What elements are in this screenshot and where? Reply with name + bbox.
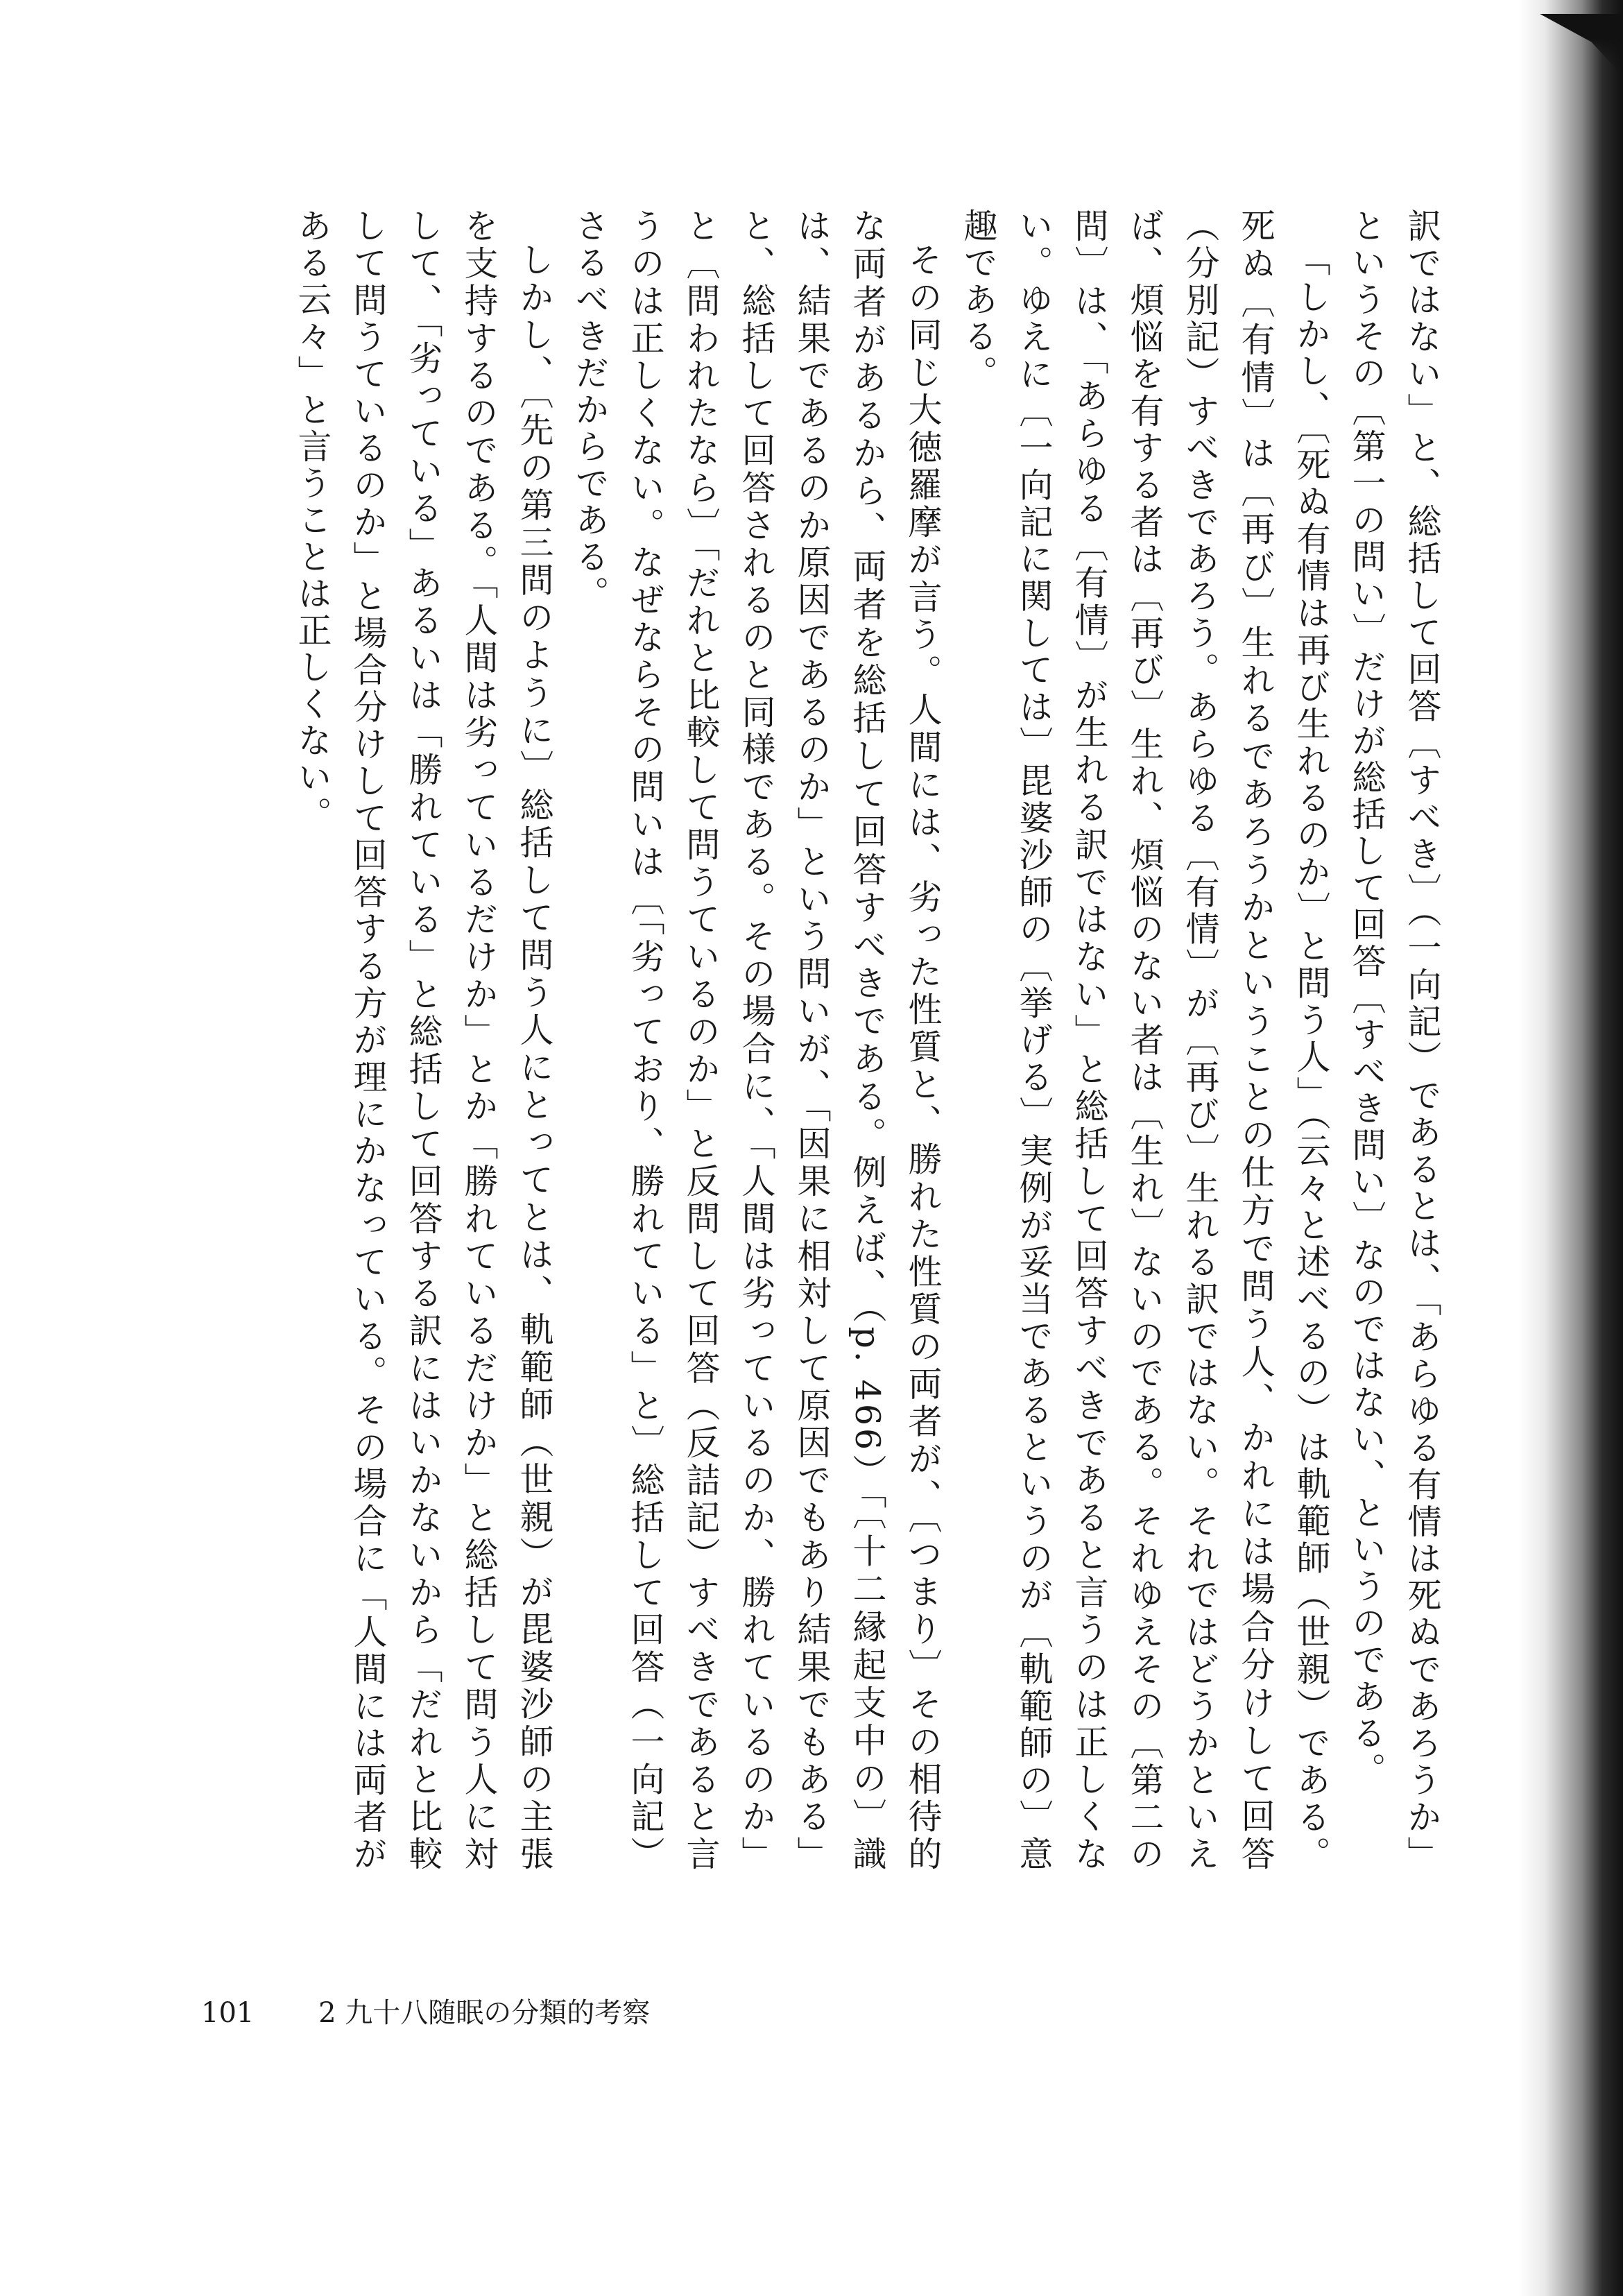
running-head: 2 九十八随眠の分類的考察 xyxy=(318,1997,651,2029)
paragraph-2: 「しかし、〔死ぬ有情は再び生れるのか〕と問う人」（云々と述べるの）は軌範師（世親）である。死ぬ〔有情〕は〔再び〕生れるであろうかということの仕方で問う人、かれには場合分けして回答（分別記）すべきであろう。あらゆる〔有情〕が〔再び〕生れる訳ではない。それではどうかといえば、煩悩を有する者は〔再び〕生れ、煩悩のない者は〔生れ〕ないのである。それゆえその〔第二の問〕は、「あらゆる〔有情〕が生れる訳ではない」と総括して回答すべきであると言うのは正しくない。ゆえに〔一向記に関しては〕毘婆沙師の〔挙げる〕実例が妥当であるというのが〔軌範師の〕意趣である。 xyxy=(959,208,1331,1874)
paragraph-3: その同じ大徳羅摩が言う。人間には、劣った性質と、勝れた性質の両者が、〔つまり〕その相待的な両者があるから、両者を総括して回答すべきである。例えば、（p. 466）「〔十二縁起支中の〕識は、結果であるのか原因であるのか」という問いが、「因果に相対して原因でもあり結果でもある」と、総括して回答されるのと同様である。その場合に、「人間は劣っているのか、勝れているのか」と〔問われたなら〕「だれと比較して問うているのか」と反問して回答（反詰記）すべきであると言うのは正しくない。なぜならその問いは〔「劣っており、勝れている」と〕総括して回答（一向記）さるべきだからである。 xyxy=(570,208,943,1873)
paragraph-1: 訳ではない」と、総括して回答〔すべき〕（一向記）であるとは、「あらゆる有情は死ぬであろうか」というその〔第一の問い〕だけが総括して回答〔すべき問い〕なのではない、というのである。 xyxy=(1347,208,1442,1873)
vertical-body-text xyxy=(284,208,1450,1873)
page-number: 101 xyxy=(201,1997,255,2029)
paragraph-4: しかし、〔先の第三問のように〕総括して問う人にとってとは、軌範師（世親）が毘婆沙師の主張を支持するのである。「人間は劣っているだけか」とか「勝れているだけか」と総括して問う人に対して、「劣っている」あるいは「勝れている」と総括して回答する訳にはいかないから「だれと比較して問うているのか」と場合分けして回答する方が理にかなっている。その場合に「人間には両者がある云々」と言うことは正しくない。 xyxy=(293,208,554,1874)
page-binding-shadow xyxy=(1519,0,1623,2296)
page-footer xyxy=(201,1991,650,2030)
